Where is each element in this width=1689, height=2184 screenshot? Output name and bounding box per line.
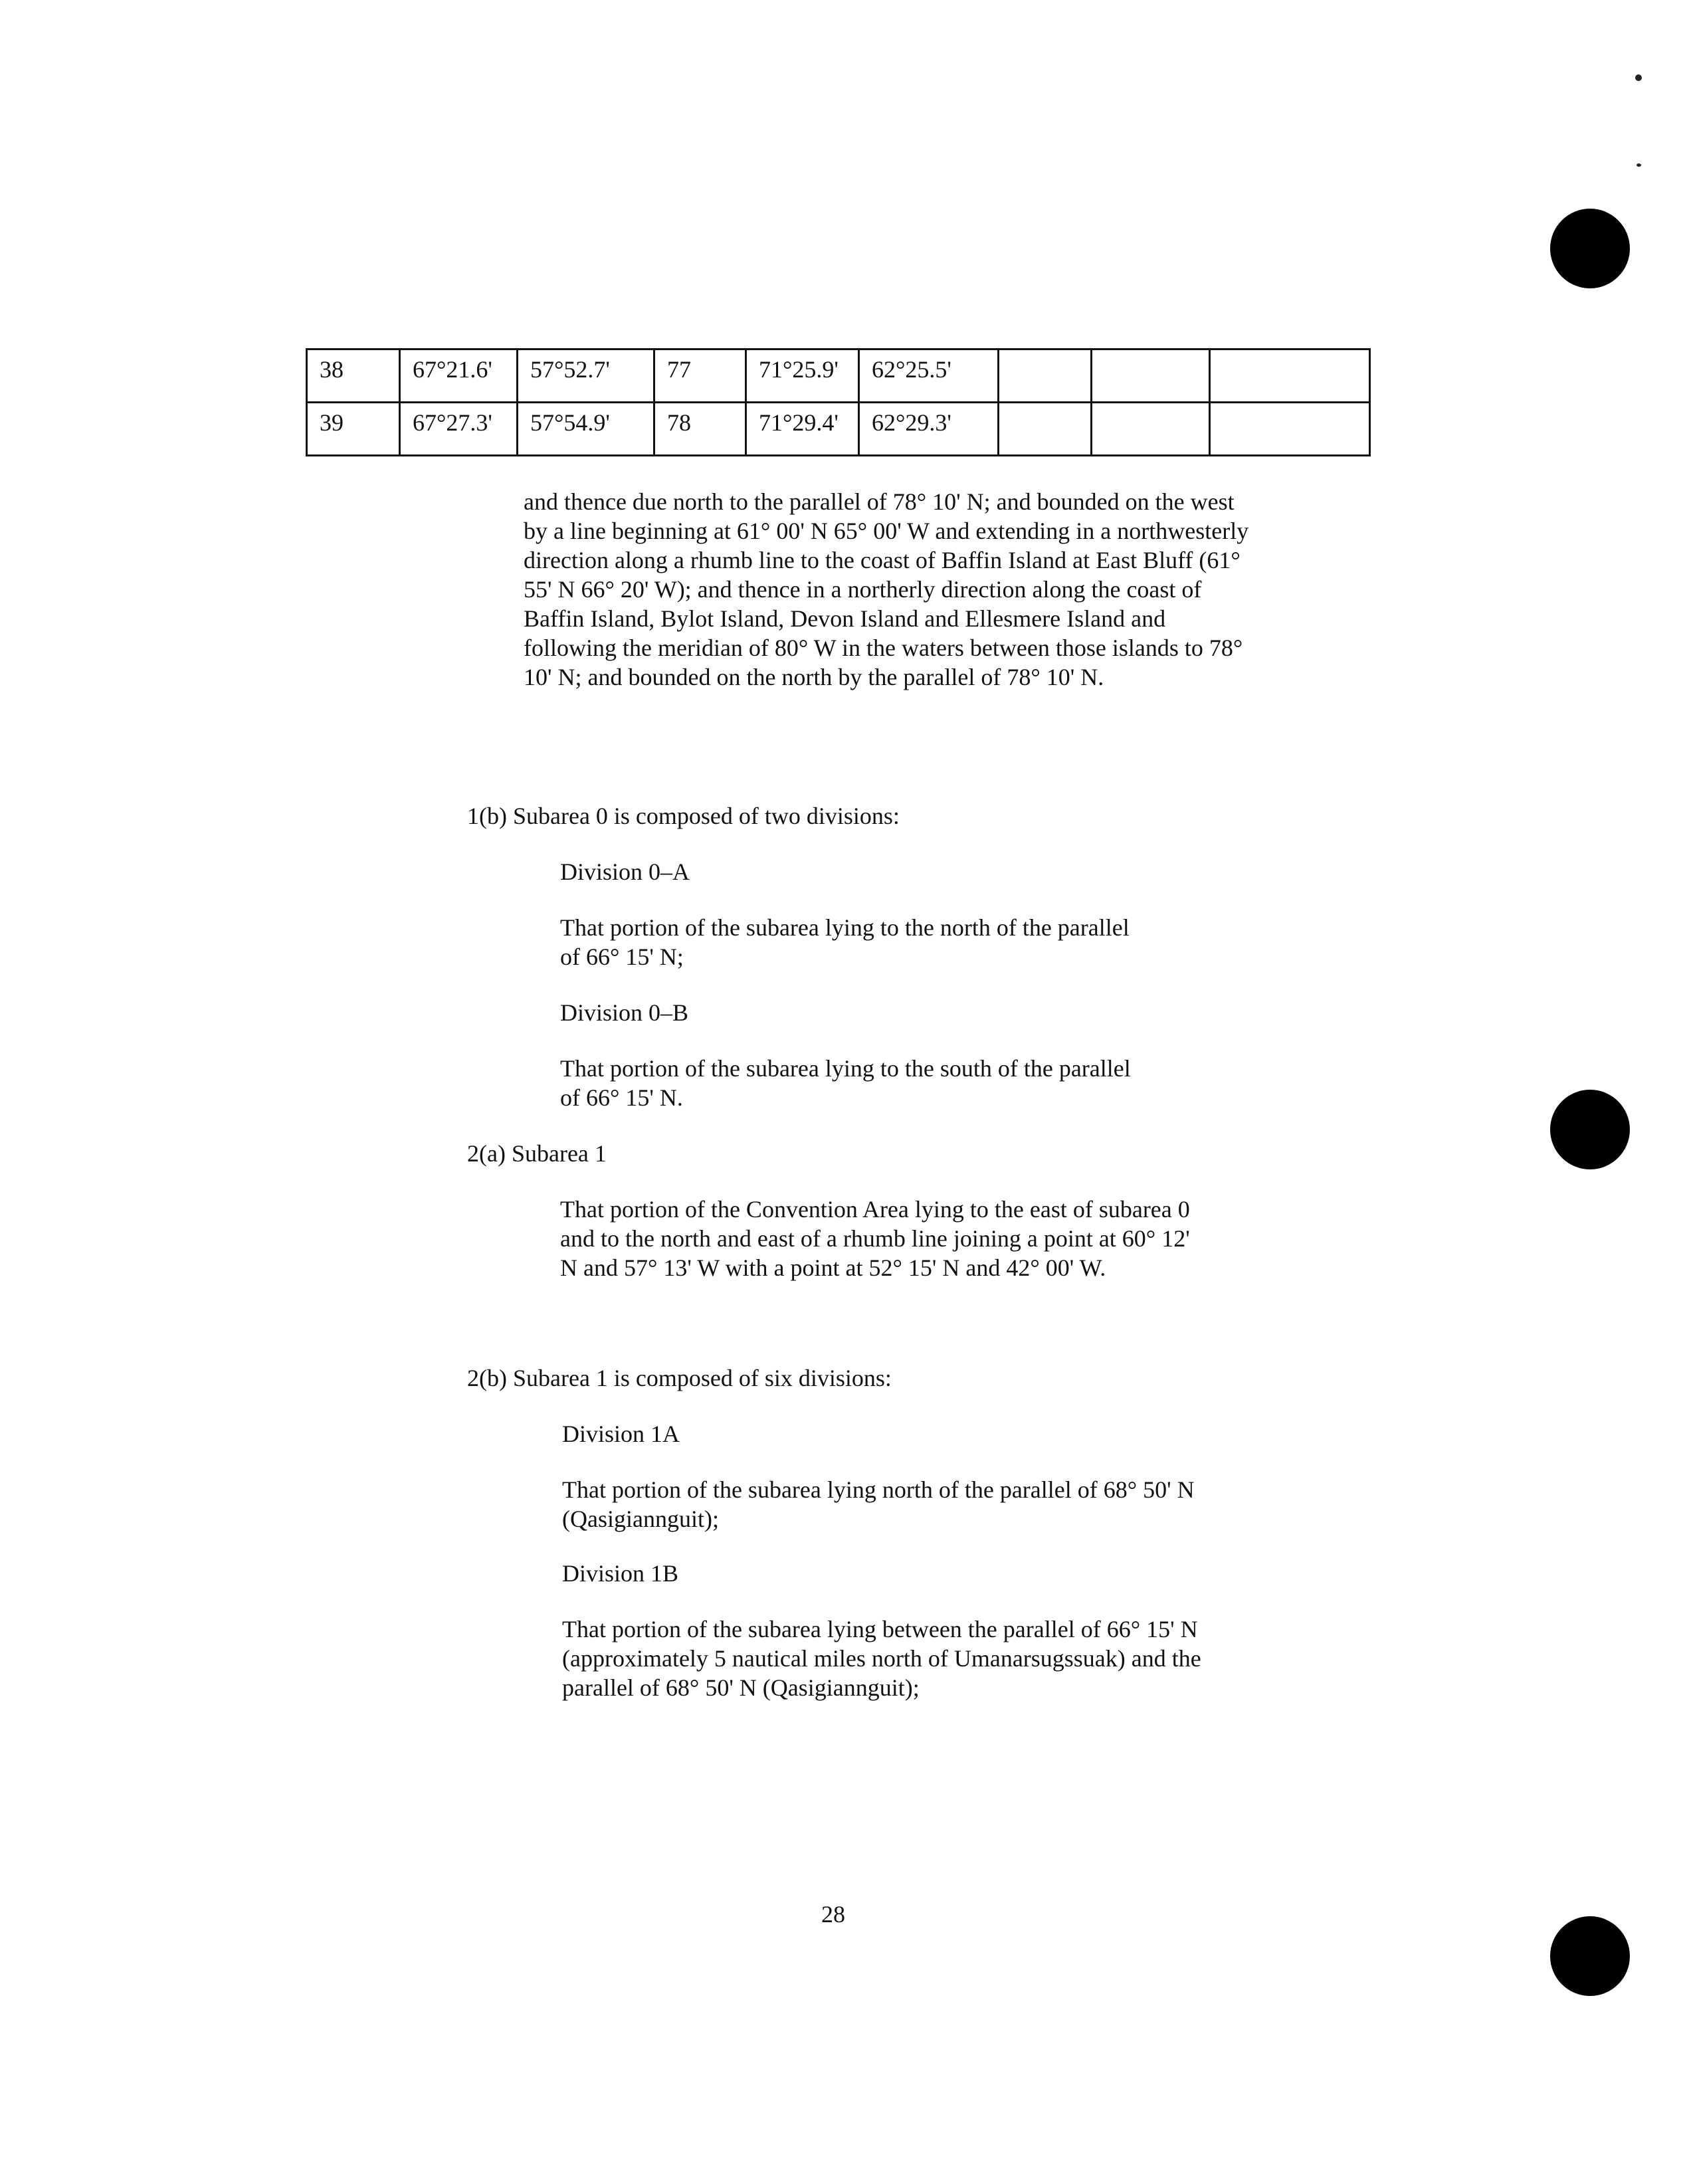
speck (1635, 74, 1642, 81)
table-cell: 77 (654, 349, 746, 403)
table-cell: 57°54.9' (518, 403, 654, 456)
division-1a-text: That portion of the subarea lying north of the parallel of 68° 50' N (562, 1476, 1195, 1503)
table-cell (999, 403, 1092, 456)
table-cell: 57°52.7' (518, 349, 654, 403)
table-row (307, 349, 1370, 403)
table-row (307, 403, 1370, 456)
table-cell (1092, 349, 1210, 403)
division-0b-title: Division 0–B (560, 999, 689, 1026)
table-cell: 38 (307, 349, 400, 403)
table-cell: 67°21.6' (400, 349, 518, 403)
table-cell: 62°25.5' (859, 349, 999, 403)
division-1b-text: That portion of the subarea lying between the parallel of 66° 15' N (562, 1616, 1198, 1642)
section-2a-heading: 2(a) Subarea 1 (467, 1140, 607, 1167)
table-cell (1092, 403, 1210, 456)
division-0b-text: That portion of the subarea lying to the south of the parallel (560, 1055, 1131, 1082)
hole-punch-middle (1550, 1090, 1630, 1169)
division-1b-text: (approximately 5 nautical miles north of Umanarsugssuak) and the (562, 1645, 1201, 1672)
table-cell: 39 (307, 403, 400, 456)
section-1b-heading: 1(b) Subarea 0 is composed of two divisions: (467, 803, 900, 829)
table-cell: 71°29.4' (746, 403, 859, 456)
table-cell (999, 349, 1092, 403)
hole-punch-bottom (1550, 1916, 1630, 1996)
division-0a-title: Division 0–A (560, 858, 690, 885)
division-1a-title: Division 1A (562, 1421, 680, 1447)
division-0b-text: of 66° 15' N. (560, 1084, 683, 1111)
section-2b-heading: 2(b) Subarea 1 is composed of six divisions: (467, 1365, 892, 1391)
hole-punch-top (1550, 209, 1630, 288)
division-1a-text: (Qasigiannguit); (562, 1506, 719, 1532)
section-2a-text: That portion of the Convention Area lying to the east of subarea 0 (560, 1196, 1190, 1223)
section-2a-text: N and 57° 13' W with a point at 52° 15' N and 42° 00' W. (560, 1254, 1106, 1281)
coordinates-table (306, 348, 1371, 456)
page-number: 28 (821, 1901, 845, 1928)
table-cell: 67°27.3' (400, 403, 518, 456)
speck (1637, 163, 1641, 167)
division-0a-text: That portion of the subarea lying to the north of the parallel (560, 914, 1130, 941)
table-cell (1210, 349, 1370, 403)
division-0a-text: of 66° 15' N; (560, 943, 684, 970)
continuation-paragraph: and thence due north to the parallel of 78° 10' N; and bounded on the west by a line beginning at 61° 00' N 65° 00' W and extending in a northwesterly direction along a rhumb line to the coast of Baffin Island at East Bluff (61° 55' N 66° 20' W); and thence in a northerly direction along the coast of Baffin Island, Bylot Island, Devon Island and Ellesmere Island and following the meridian of 80° W in the waters between those islands to 78° 10' N; and bounded on the north by the parallel of 78° 10' N. (524, 488, 1249, 690)
table-cell: 62°29.3' (859, 403, 999, 456)
table-cell: 71°25.9' (746, 349, 859, 403)
section-2a-text: and to the north and east of a rhumb line joining a point at 60° 12' (560, 1225, 1190, 1252)
table-cell (1210, 403, 1370, 456)
division-1b-text: parallel of 68° 50' N (Qasigiannguit); (562, 1674, 920, 1701)
table-cell: 78 (654, 403, 746, 456)
division-1b-title: Division 1B (562, 1560, 679, 1587)
